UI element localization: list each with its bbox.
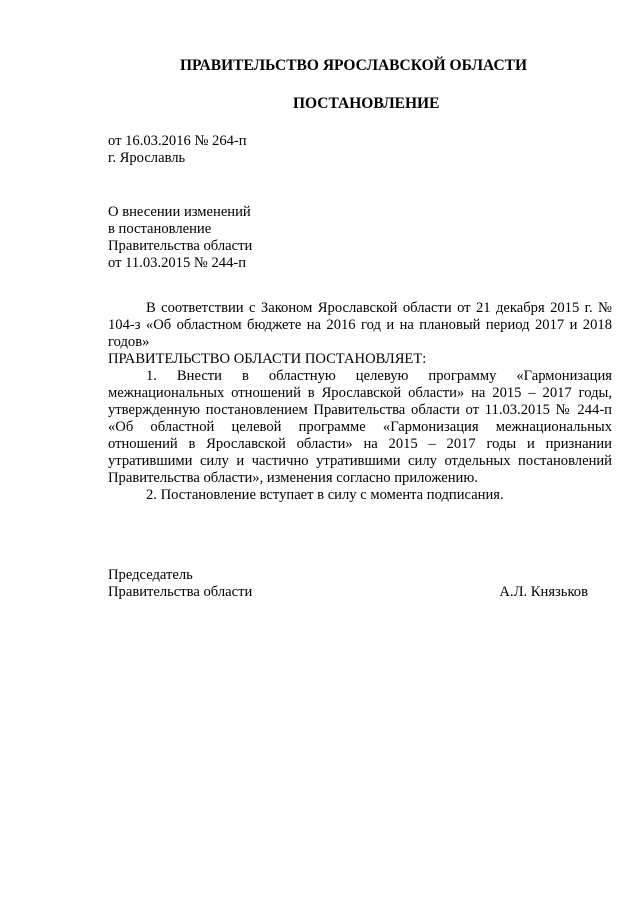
signatory-position-line-2: Правительства области: [108, 584, 253, 600]
resolves-line: ПРАВИТЕЛЬСТВО ОБЛАСТИ ПОСТАНОВЛЯЕТ:: [108, 351, 427, 367]
document-meta: [108, 133, 247, 167]
government-title: ПРАВИТЕЛЬСТВО ЯРОСЛАВСКОЙ ОБЛАСТИ: [180, 57, 528, 74]
signature-row: [108, 584, 588, 601]
item-2-paragraph: 2. Постановление вступает в силу с момента подписания.: [146, 487, 504, 503]
document-subject: [108, 204, 252, 272]
signature-block: [108, 567, 588, 601]
item-1-paragraph: 1. Внести в областную целевую программу «Гармонизация межнациональных отношений в Ярославской области» на 2015 – 2017 годы, утвержденную постановлением Правительства области от 11.03.2015 № 244-п «Об областной целевой программе «Гармонизация межнациональных отношений в Ярославской области» на 2015 – 2017 годы и признании утратившими силу и частично утратившими силу отдельных постановлений Правительства области», изменения согласно приложению.: [108, 368, 612, 486]
date-number: от 16.03.2016 № 264-п: [108, 133, 247, 149]
document-body: [108, 300, 612, 504]
subject-line: в постановление: [108, 221, 212, 237]
subject-line: от 11.03.2015 № 244-п: [108, 255, 247, 271]
city: г. Ярославль: [108, 150, 186, 166]
signatory-name: А.Л. Князьков: [499, 584, 588, 600]
preamble-paragraph: В соответствии с Законом Ярославской области от 21 декабря 2015 г. № 104-з «Об областном бюджете на 2016 год и на плановый период 2017 и 2018 годов»: [108, 300, 612, 350]
signatory-position-line-1: Председатель: [108, 567, 193, 583]
subject-line: О внесении изменений: [108, 204, 251, 220]
document-type: ПОСТАНОВЛЕНИЕ: [293, 95, 440, 112]
subject-line: Правительства области: [108, 238, 253, 254]
